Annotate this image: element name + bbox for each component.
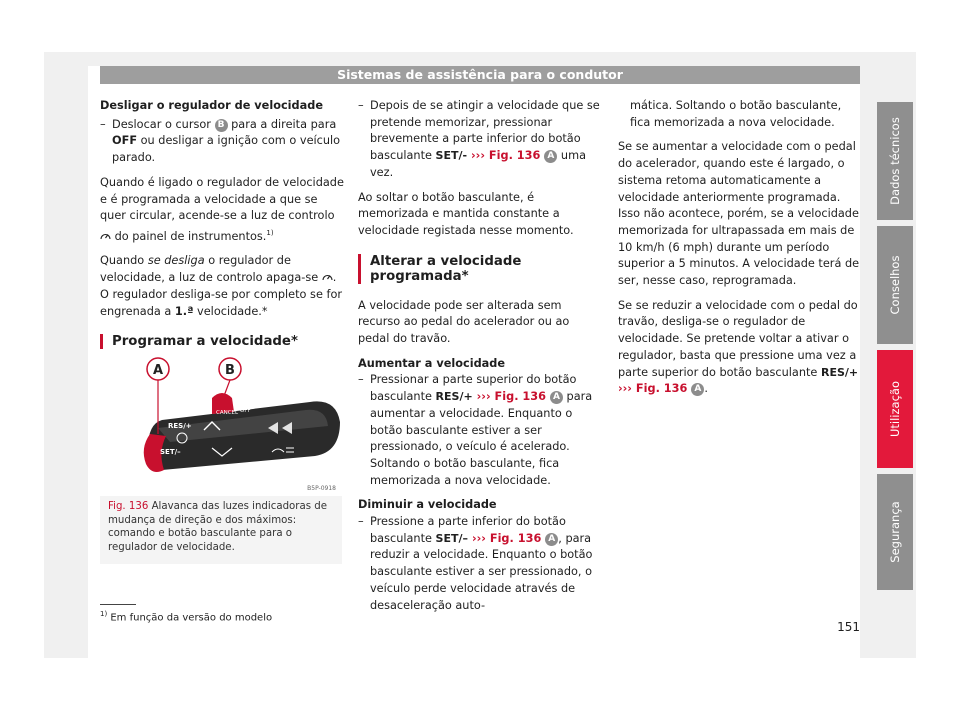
- tab-seguranca[interactable]: Segurança: [877, 474, 913, 590]
- page-number: 151: [837, 620, 860, 634]
- figure-link[interactable]: ››› Fig. 136: [468, 531, 546, 545]
- column-1: [100, 98, 344, 363]
- list-item: – Deslocar o cursor B para a direita para OFF ou desligar a ignição com o veículo parado.: [100, 117, 341, 165]
- paragraph: Se se reduzir a velocidade com o pedal do travão, desliga-se o regulador de velocidade. Se pretende voltar a ativar o regulador, basta que pressione uma vez a parte superior do botão basculante RES/+ ››› Fig. 136 A .: [618, 298, 859, 396]
- cruise-control-icon: [100, 231, 111, 241]
- list-item: – Pressione a parte inferior do botão basculante SET/– ››› Fig. 136 A , para reduzir a velocidade. Enquanto o botão basculante estiver a ser pressionado, o veículo perde velocidade através de desaceleração auto-: [358, 515, 593, 612]
- chapter-header: Sistemas de assistência para o condutor: [100, 66, 860, 84]
- heading-disable-cruise: Desligar o regulador de velocidade: [100, 99, 323, 112]
- figure-link[interactable]: ››› Fig. 136: [618, 382, 692, 396]
- tab-dados-tecnicos[interactable]: Dados técnicos: [877, 102, 913, 220]
- cancel-label: CANCEL: [216, 410, 239, 416]
- footnote-rule: [100, 604, 136, 605]
- off-label: OFF: [240, 408, 251, 414]
- on-label: ON: [204, 410, 213, 416]
- callout-badge: A: [544, 150, 557, 163]
- subheading: Aumentar a velocidade: [358, 356, 506, 370]
- callout-badge: B: [215, 119, 228, 132]
- column-3: [618, 98, 860, 406]
- res-label: RES/+: [168, 422, 192, 430]
- callout-badge: A: [550, 391, 563, 404]
- paragraph: Ao soltar o botão basculante, é memorizada e mantida constante a velocidade registada nesse momento.: [358, 190, 574, 237]
- column-2: [358, 98, 602, 622]
- set-label: SET/–: [160, 448, 181, 456]
- paragraph: Quando é ligado o regulador de velocidade e é programada a velocidade a que se quer circular, acende-se a luz de controlo do painel de instrumentos.$^{1)}$: [100, 175, 344, 243]
- cruise-lever-illustration: [100, 352, 342, 496]
- figure-caption: Fig. 136 Alavanca das luzes indicadoras de mudança de direção e dos máximos: comando e botão basculante para o regulador de velocidade.: [108, 501, 327, 553]
- section-heading: Programar a velocidade*: [100, 334, 344, 349]
- list-item: – Depois de se atingir a velocidade que se pretende memorizar, pressionar brevemente a parte inferior do botão basculante SET/- ››› Fig. 136 A uma vez.: [358, 99, 600, 179]
- section-heading: Alterar a velocidade programada*: [358, 254, 602, 284]
- paragraph: Quando se desliga o regulador de velocidade, a luz de controlo apaga-se . O regulador desliga-se por completo se for engrenada a 1.ª velocidade.*: [100, 254, 343, 318]
- callout-badge: A: [691, 383, 704, 396]
- callout-a-label: A: [152, 363, 164, 378]
- callout-badge: A: [545, 533, 558, 546]
- cruise-control-icon: [322, 272, 333, 282]
- figure-image: [100, 352, 342, 496]
- tab-conselhos[interactable]: Conselhos: [877, 226, 913, 344]
- paragraph: A velocidade pode ser alterada sem recurso ao pedal do acelerador ou ao pedal do travão.: [358, 298, 570, 346]
- footnote: $^{1)}$ Em função da versão do modelo: [100, 610, 273, 624]
- tab-utilizacao[interactable]: Utilização: [877, 350, 913, 468]
- figure-code: B5P-0918: [307, 485, 336, 492]
- figure-link[interactable]: ››› Fig. 136: [472, 390, 550, 404]
- list-item: – Pressionar a parte superior do botão basculante RES/+ ››› Fig. 136 A para aumentar a velocidade. Enquanto o botão basculante estiver a ser pressionado, o veículo é acelerado. Soltando o botão basculante, fica memorizada a nova velocidade.: [358, 373, 593, 487]
- callout-b-label: B: [225, 363, 235, 378]
- paragraph: Se se aumentar a velocidade com o pedal do acelerador, quando este é largado, o sistema retoma automaticamente a velocidade anteriormente programada. Isso não acontece, porém, se a velocidade memorizada for ultrapassada em mais de 10 km/h (6 mph) durante um período superior a 5 minutos. A velocidade terá de ser, nesse caso, reprogramada.: [618, 140, 860, 288]
- figure-link[interactable]: ››› Fig. 136: [467, 149, 545, 163]
- subheading: Diminuir a velocidade: [358, 498, 497, 512]
- figure-136: [100, 352, 342, 564]
- paragraph: mática. Soltando o botão basculante, fica memorizada a nova velocidade.: [630, 99, 842, 129]
